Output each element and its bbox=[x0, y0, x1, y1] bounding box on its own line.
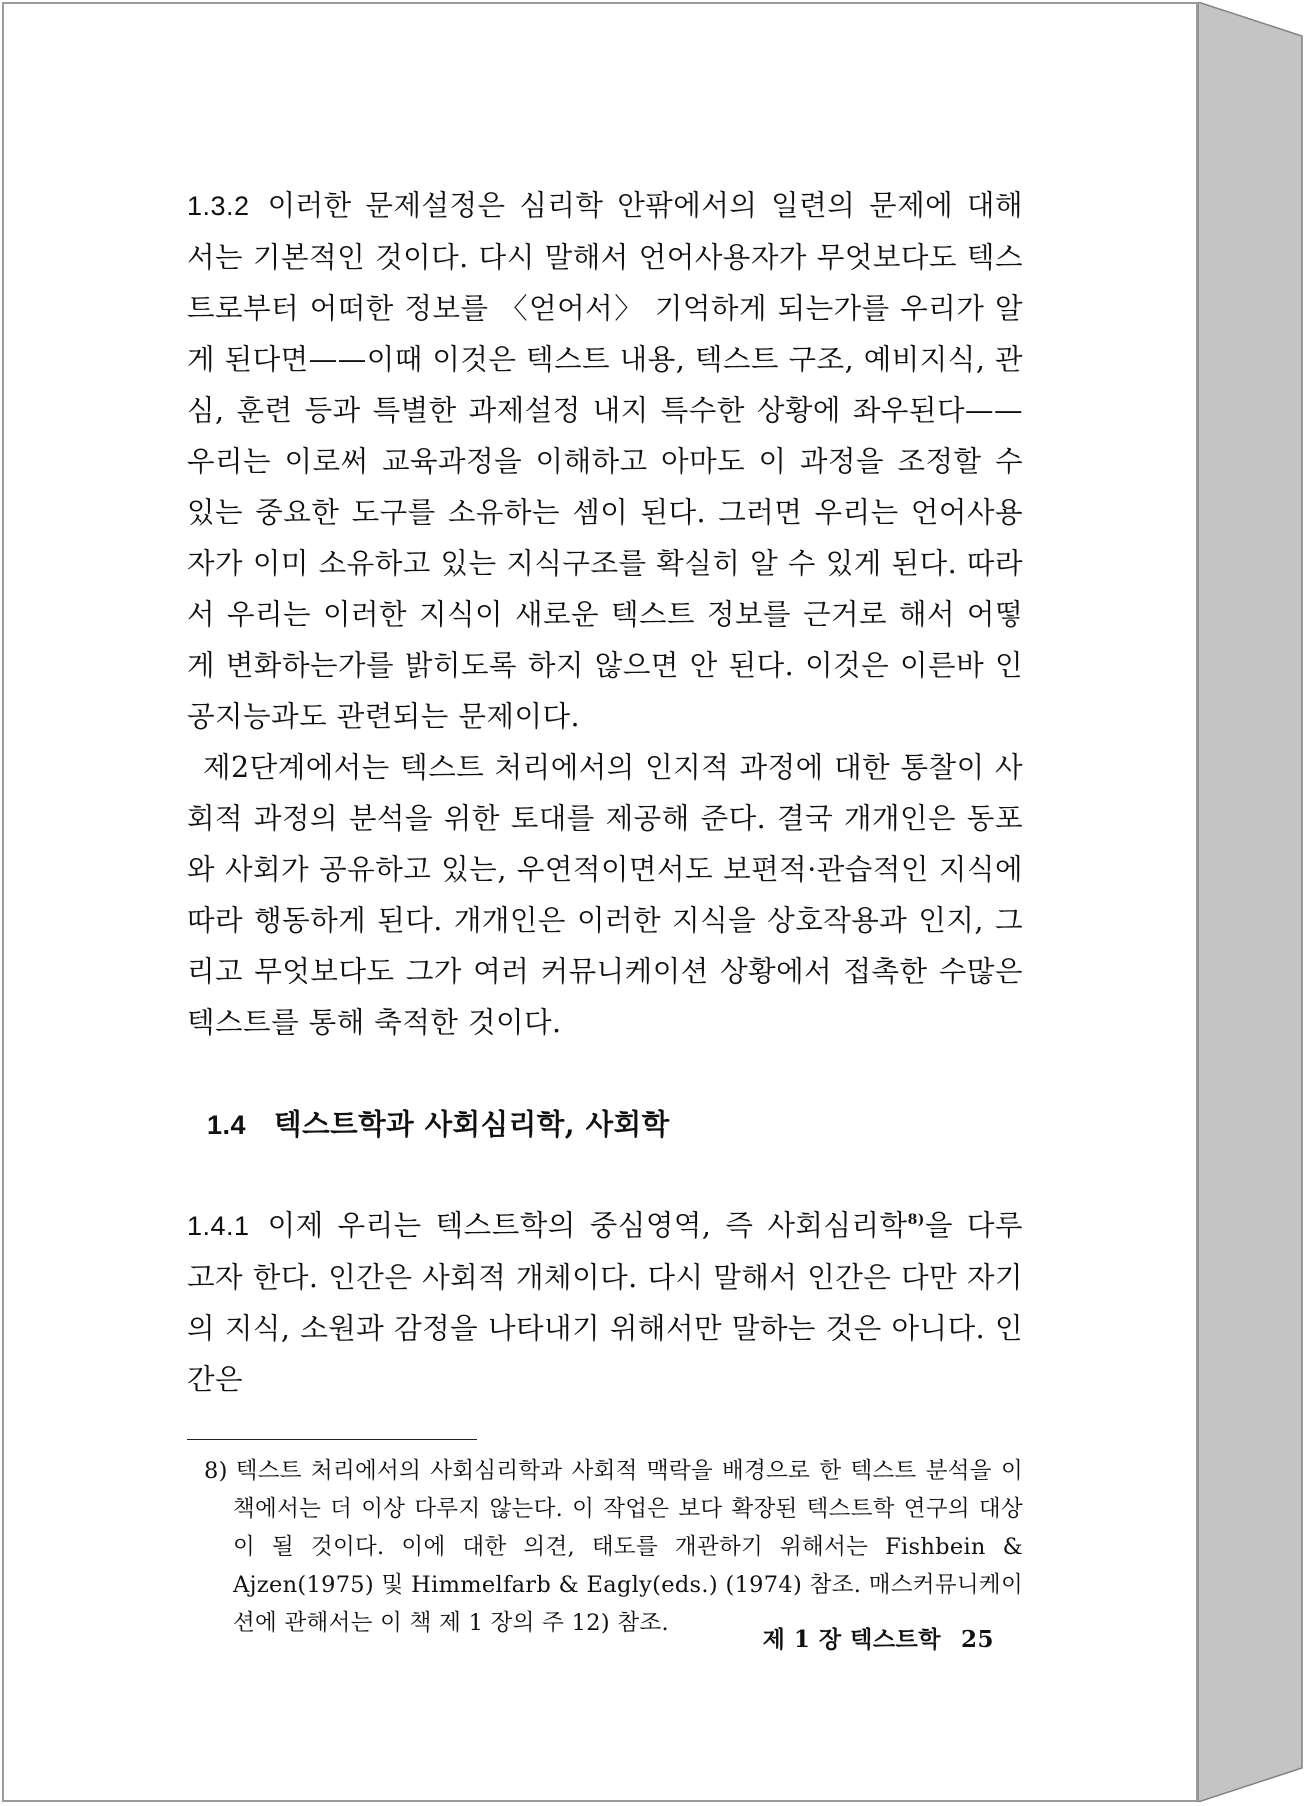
paragraph-1-4-1 bbox=[187, 1195, 1023, 1405]
page-stack-edge bbox=[1198, 2, 1306, 1802]
page-body bbox=[187, 180, 1023, 1642]
section-number: 1.4 bbox=[207, 1110, 247, 1140]
paragraph-text: 이제 우리는 텍스트학의 중심영역, 즉 사회심리학 bbox=[267, 1209, 908, 1242]
footnote-8 bbox=[187, 1452, 1023, 1642]
page-number: 25 bbox=[960, 1626, 994, 1653]
book-page bbox=[2, 2, 1198, 1802]
paragraph-1-3-2 bbox=[187, 180, 1023, 742]
footnote-text: 텍스트 처리에서의 사회심리학과 사회적 맥락을 배경으로 한 텍스트 분석을 이 책에서는 더 이상 다루지 않는다. 이 작업은 보다 확장된 텍스트학 연구의 대상이 될 것이다. 이에 대한 의견, 태도를 개관하기 위해서는 Fishbein & Ajzen(1975) 및 Himmelfarb & Eagly(eds.) (1974) 참조. 매스커뮤니케이션에 관해서는 이 책 제 1 장의 주 12) 참조. bbox=[233, 1458, 1023, 1636]
spacer bbox=[187, 1048, 1023, 1099]
section-number: 1.3.2 bbox=[187, 191, 250, 221]
footnote-marker: 8) bbox=[204, 1458, 228, 1484]
footnote-divider bbox=[187, 1439, 477, 1440]
chapter-label: 제 1 장 텍스트학 bbox=[762, 1626, 941, 1653]
paragraph-text: 이러한 문제설정은 심리학 안팎에서의 일련의 문제에 대해서는 기본적인 것이다. 다시 말해서 언어사용자가 무엇보다도 텍스트로부터 어떠한 정보를 〈얻어서〉 기억하게 되는가를 우리가 알게 된다면——이때 이것은 텍스트 내용, 텍스트 구조, 예비지식, 관심, 훈련 등과 특별한 과제설정 내지 특수한 상황에 좌우된다——우리는 이로써 교육과정을 이해하고 아마도 이 과정을 조정할 수 있는 중요한 도구를 소유하는 셈이 된다. 그러면 우리는 언어사용자가 이미 소유하고 있는 지식구조를 확실히 알 수 있게 된다. 따라서 우리는 이러한 지식이 새로운 텍스트 정보를 근거로 해서 어떻게 변화하는가를 밝히도록 하지 않으면 안 된다. 이것은 이른바 인공지능과도 관련되는 문제이다. bbox=[187, 189, 1023, 733]
section-number: 1.4.1 bbox=[187, 1211, 250, 1241]
page-edge-shape bbox=[1198, 2, 1302, 1802]
spacer bbox=[187, 1151, 1023, 1195]
running-footer bbox=[754, 1621, 994, 1654]
footnote-reference: 8) bbox=[907, 1212, 925, 1228]
section-title: 텍스트학과 사회심리학, 사회학 bbox=[274, 1107, 670, 1141]
paragraph-1-3-2-continued: 제2단계에서는 텍스트 처리에서의 인지적 과정에 대한 통찰이 사회적 과정의 분석을 위한 토대를 제공해 준다. 결국 개개인은 동포와 사회가 공유하고 있는, 우연적이면서도 보편적·관습적인 지식에 따라 행동하게 된다. 개개인은 이러한 지식을 상호작용과 인지, 그리고 무엇보다도 그가 여러 커뮤니케이션 상황에서 접촉한 수많은 텍스트를 통해 축적한 것이다. bbox=[187, 751, 1023, 1039]
paragraph-text: 을 다루고자 한다. 인간은 사회적 개체이다. 다시 말해서 인간은 다만 자기의 지식, 소원과 감정을 나타내기 위해서만 말하는 것은 아니다. 인간은 bbox=[187, 1209, 1023, 1396]
section-heading-1-4 bbox=[187, 1099, 1023, 1151]
